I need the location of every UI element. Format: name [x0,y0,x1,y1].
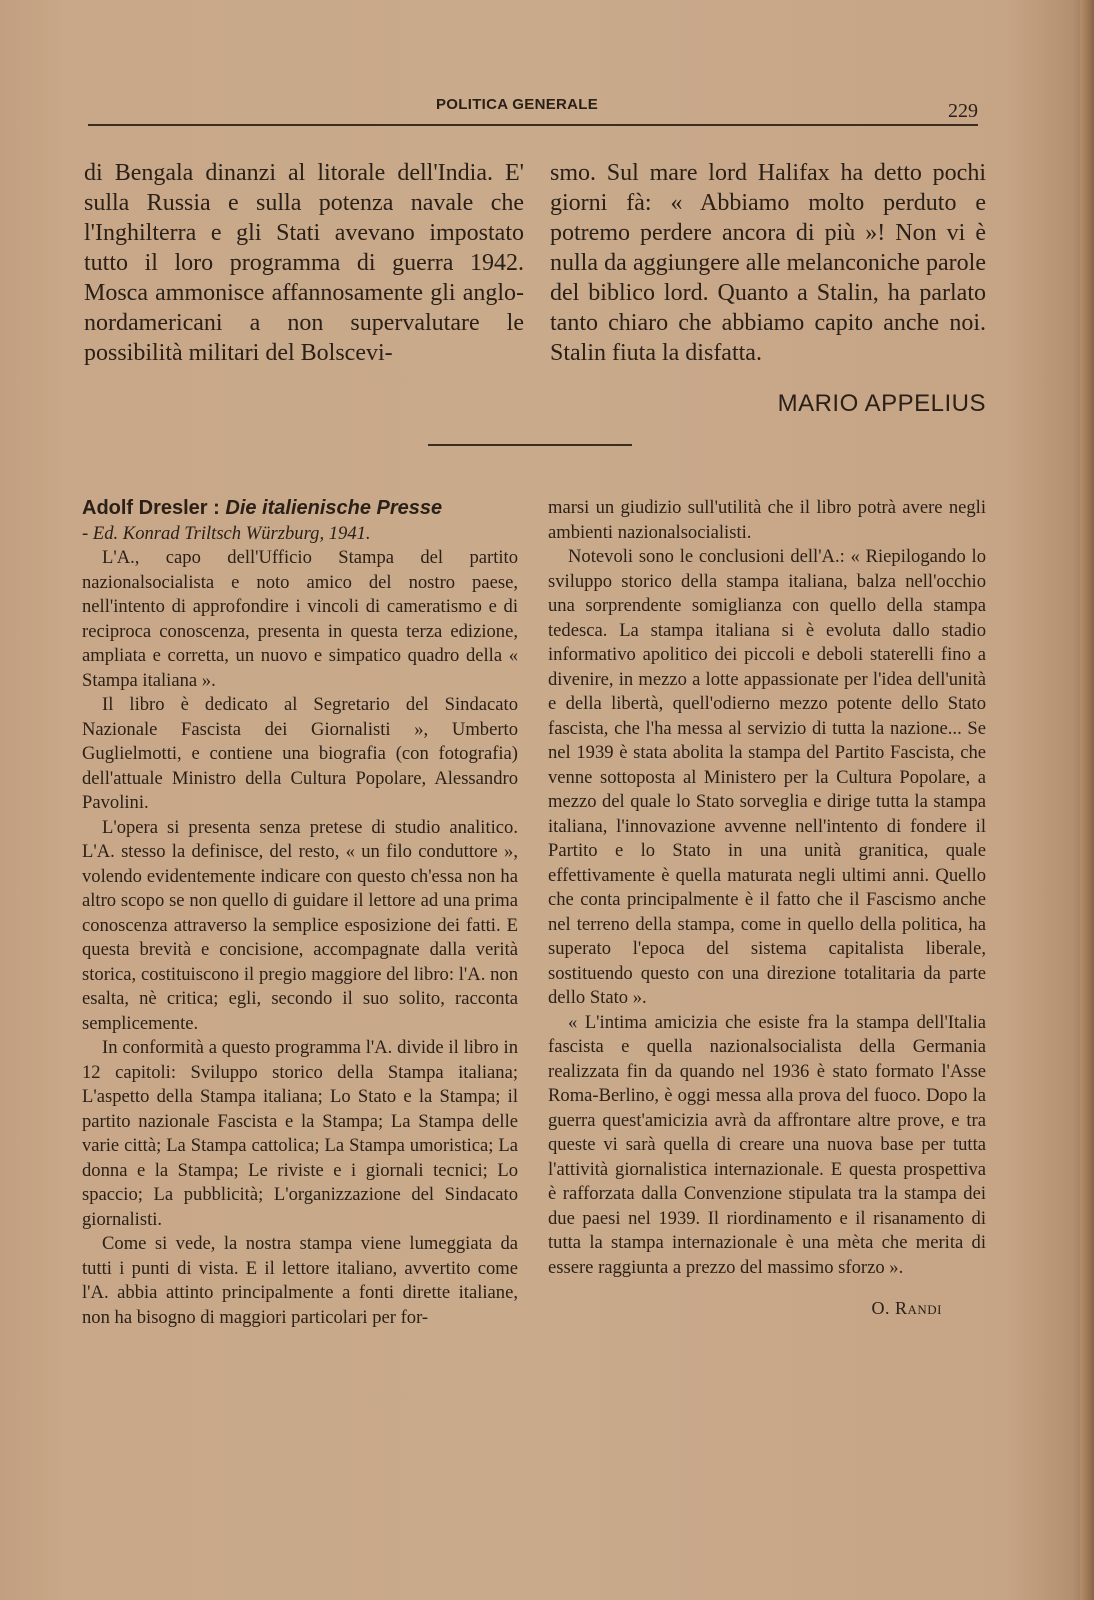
review-right-column [548,496,986,1321]
review-paragraph: Il libro è dedicato al Segretario del Sindacato Nazionale Fascista dei Giornalisti », Umberto Guglielmotti, e contiene una biografia (con fotografia) dell'attuale Ministro della Cultura Popolare, Alessandro Pavolini. [82,694,518,813]
review-paragraph: L'opera si presenta senza pretese di studio analitico. L'A. stesso la definisce, del resto, « un filo conduttore », volendo evidentemente indicare con questo ch'essa non ha altro scopo se non quello di guidare il lettore ad una prima conoscenza attraverso la semplice esposizione dei fatti. E questa brevità e concisione, accompagnate dalla verità storica, costituiscono il pregio maggiore del libro: l'A. non esalta, nè critica; egli, secondo il suo solito, racconta semplicemente. [82,816,518,1034]
review-book-title: Die italienische Presse [225,497,443,519]
review-paragraph: Come si vede, la nostra stampa viene lumeggiata da tutti i punti di vista. E il lettore italiano, avvertito come l'A. abbia attinto principalmente a fonti dirette italiane, non ha bisogno di maggiori particolari per for- [82,1233,518,1328]
review-paragraph: In conformità a questo programma l'A. divide il libro in 12 capitoli: Sviluppo storico della Stampa italiana; L'aspetto della Stampa italiana; Lo Stato e la Stampa; il partito nazionale Fascista e la Stampa; La Stampa delle varie città; La Stampa cattolica; La Stampa umoristica; La donna e la Stampa; Le riviste e i giornali tecnici; Lo spaccio; La pubblicità; L'organizzazione del Sindacato giornalisti. [82,1037,518,1230]
review-left-column [82,496,518,1330]
review-signature: O. Randi [871,1298,942,1318]
section-divider [428,444,632,446]
page-number: 229 [948,100,978,122]
top-article-signature: MARIO APPELIUS [777,390,986,417]
review-paragraph: Notevoli sono le conclusioni dell'A.: « Riepilogando lo sviluppo storico della stampa italiana, balza nell'occhio una sorprendente somiglianza con quello della stampa tedesca. La stampa italiana si è evoluta dallo stadio informativo apolitico dei piccoli e deboli staterelli fino a divenire, in mezzo a lotte appassionate per l'idea dell'unità e della libertà, quell'odierno mezzo potente dello Stato fascista, che l'ha messa al servizio di tutta la nazione... Se nel 1939 è stata abolita la stampa del Partito Fascista, che venne sottoposta al Ministero per la Cultura Popolare, a mezzo del quale lo Stato sorveglia e dirige tutta la stampa italiana, l'innovazione avvenne nell'intento di fondere il Partito e lo Stato in una unità granitica, quale effettivamente è quella maturata negli ultimi anni. Quello che conta principalmente è il fatto che il Fascismo anche nel terreno della stampa, come in quello della politica, ha superato l'epoca del sistema capitalista liberale, sostituendo questo con una direzione totalitaria da parte dello Stato ». [548,546,986,1008]
page-edge [1080,0,1094,1600]
running-header [88,96,978,126]
review-publisher: - Ed. Konrad Triltsch Würzburg, 1941. [82,522,371,544]
review-paragraph: L'A., capo dell'Ufficio Stampa del partito nazionalsocialista e noto amico del nostro paese, nell'intento di approfondire i vincoli di cameratismo e di reciproca conoscenza, presenta in questa terza edizione, ampliata e corretta, un nuovo e simpatico quadro della « Stampa italiana ». [82,547,518,691]
review-paragraph: marsi un giudizio sull'utilità che il libro potrà avere negli ambienti nazionalsocialisti. [548,497,986,543]
top-article-left-column: di Bengala dinanzi al litorale dell'India. E' sulla Russia e sulla potenza navale che l'Inghilterra e gli Stati avevano impostato tutto il loro programma di guerra 1942. Mosca ammonisce affannosamente gli anglo-nordamericani a non supervalutare le possibilità militari del Bolscevi- [84,160,524,366]
header-rule [88,124,978,126]
review-author: Adolf Dresler [82,497,208,519]
top-article-right-column: smo. Sul mare lord Halifax ha detto pochi giorni fà: « Abbiamo molto perduto e potremo perdere ancora di più »! Non vi è nulla da aggiungere alle melanconiche parole del biblico lord. Quanto a Stalin, ha parlato tanto chiaro che abbiamo capito anche noi. Stalin fiuta la disfatta. [550,160,986,366]
review-paragraph: « L'intima amicizia che esiste fra la stampa dell'Italia fascista e quella nazionalsocialista della Germania realizzata fin da quando nel 1936 è stato formato l'Asse Roma-Berlino, è oggi messa alla prova del fuoco. Dopo la guerra quest'amicizia avrà da affrontare altre prove, e tra queste vi sarà quella di creare una nuova base per tutta l'attività giornalistica internazionale. E questa prospettiva è rafforzata dalla Convenzione stipulata tra la stampa dei due paesi nel 1939. Il riordinamento e il risanamento di tutta la stampa internazionale è una mèta che merita di essere raggiunta a prezzo del massimo sforzo ». [548,1011,986,1278]
review-heading: Adolf Dresler : Die italienische Presse - Ed. Konrad Triltsch Würzburg, 1941. [82,497,443,544]
section-title: POLITICA GENERALE [436,96,599,113]
